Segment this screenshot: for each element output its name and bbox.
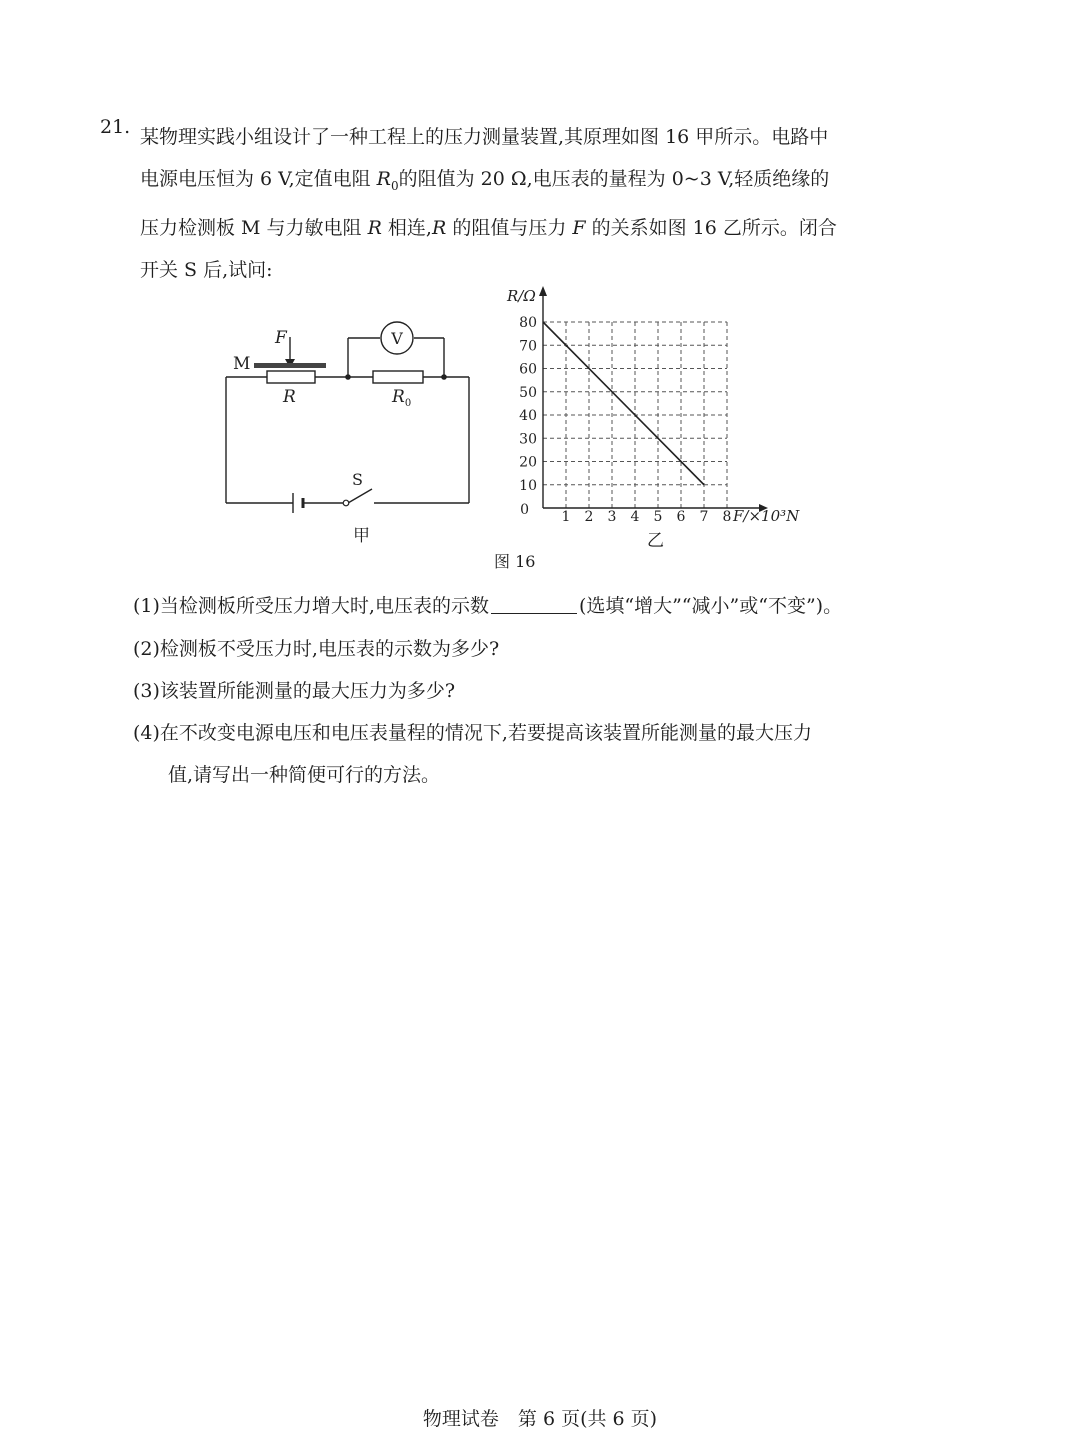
answer-blank[interactable]: [491, 595, 577, 614]
y-tick-label: 20: [519, 454, 537, 471]
r-f-graph: [495, 282, 825, 554]
force-label: F: [275, 328, 287, 348]
subquestion-4-continued: 值,请写出一种简便可行的方法。: [168, 764, 441, 786]
stem-line-2: 电源电压恒为 6 V,定值电阻 $R_0$的阻值为 20 Ω,电压表的量程为 0~3 V,轻质绝缘的: [140, 168, 830, 193]
figure-caption: 图 16: [494, 552, 536, 571]
fixed-resistor-label: $R_0$: [392, 387, 412, 409]
fixed-resistor: [373, 371, 423, 383]
y-tick-label: 10: [519, 477, 537, 494]
voltmeter-label: V: [391, 329, 403, 348]
y-axis-label: R/Ω: [507, 287, 536, 305]
y-tick-label: 40: [519, 408, 537, 424]
x-axis-label: F/×10³N: [733, 507, 800, 525]
circuit-caption: 甲: [353, 526, 370, 546]
resistance-force-line: [543, 322, 704, 485]
x-tick-label: 4: [630, 509, 640, 525]
x-tick-label: 6: [676, 509, 686, 525]
page-footer: 物理试卷 第 6 页(共 6 页): [422, 1408, 658, 1430]
origin-label: 0: [520, 502, 529, 518]
y-axis-arrow: [539, 286, 547, 296]
y-tick-label: 30: [519, 431, 537, 448]
switch-label: S: [352, 470, 363, 489]
subquestion-3: (3)该装置所能测量的最大压力为多少?: [133, 680, 456, 702]
x-tick-label: 1: [561, 509, 571, 525]
junction-dot-right: [441, 374, 447, 380]
y-tick-label: 50: [519, 384, 537, 401]
stem-line-4: 开关 S 后,试问:: [140, 258, 273, 281]
question-stem: [140, 116, 940, 291]
subquestion-4: (4)在不改变电源电压和电压表量程的情况下,若要提高该装置所能测量的最大压力: [133, 722, 812, 744]
pressure-plate: [254, 363, 326, 368]
x-tick-label: 8: [722, 509, 732, 525]
x-tick-label: 7: [699, 509, 709, 525]
junction-dot-left: [345, 374, 351, 380]
y-tick-label: 80: [519, 315, 537, 331]
stem-line-3: 压力检测板 M 与力敏电阻 R 相连,R 的阻值与压力 F 的关系如图 16 乙所示。闭合: [140, 216, 837, 239]
resistor-label: R: [283, 387, 296, 407]
circuit-diagram: [215, 315, 485, 555]
x-tick-label: 5: [653, 509, 663, 525]
y-tick-label: 70: [519, 338, 537, 355]
y-tick-label: 60: [519, 361, 537, 378]
force-sensitive-resistor: [267, 371, 315, 383]
x-tick-label: 2: [584, 509, 594, 525]
question-number: 21.: [100, 116, 131, 138]
subquestion-2: (2)检测板不受压力时,电压表的示数为多少?: [133, 638, 500, 660]
plate-label: M: [233, 354, 251, 374]
switch-pivot: [343, 500, 349, 506]
x-tick-label: 3: [607, 509, 617, 525]
subquestion-1: (1)当检测板所受压力增大时,电压表的示数 (选填“增大”“减小”或“不变”)。: [133, 595, 843, 617]
graph-caption: 乙: [647, 531, 664, 551]
stem-line-1: 某物理实践小组设计了一种工程上的压力测量装置,其原理如图 16 甲所示。电路中: [140, 126, 829, 148]
